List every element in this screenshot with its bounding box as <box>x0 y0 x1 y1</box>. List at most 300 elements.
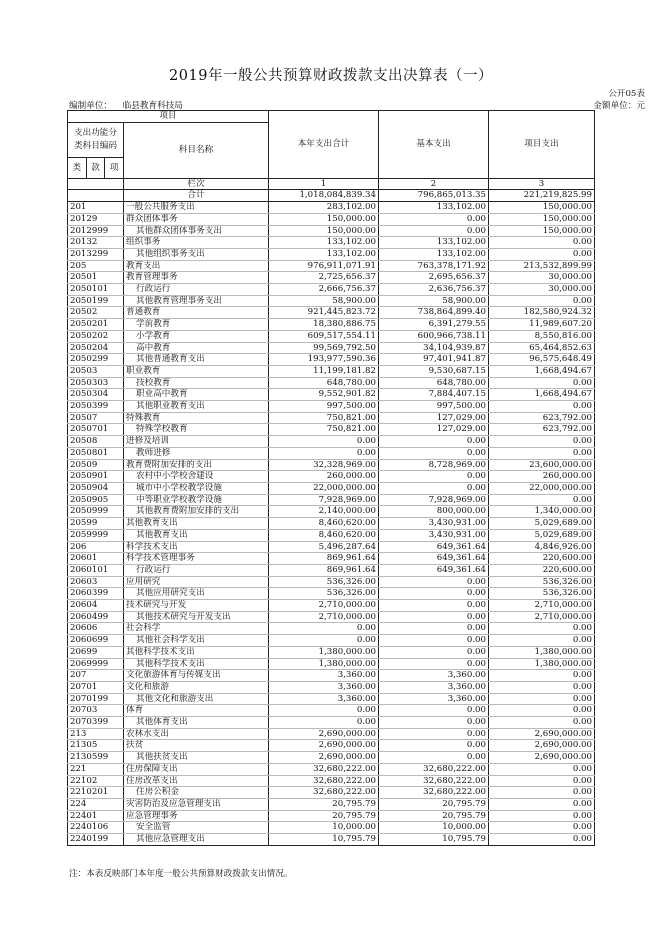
table-row <box>68 494 595 506</box>
row-subject-name: 科学技术管理事务 <box>124 553 269 565</box>
row-basic: 0.00 <box>379 482 489 494</box>
row-subject-name: 其他体育支出 <box>124 717 269 729</box>
row-basic: 3,360.00 <box>379 670 489 682</box>
row-total: 869,961.64 <box>269 564 379 576</box>
row-code: 2050999 <box>68 506 124 518</box>
row-basic: 0.00 <box>379 740 489 752</box>
row-code: 2240199 <box>68 834 124 846</box>
row-total: 283,102.00 <box>269 202 379 214</box>
row-subject-name: 体育 <box>124 705 269 717</box>
table-row <box>68 787 595 799</box>
table-row <box>68 237 595 249</box>
row-project: 623,792.00 <box>489 424 595 436</box>
table-row <box>68 447 595 459</box>
row-basic: 10,795.79 <box>379 834 489 846</box>
row-subject-name: 行政运行 <box>124 564 269 576</box>
table-row <box>68 798 595 810</box>
row-subject-name: 群众团体事务 <box>124 213 269 225</box>
row-subject-name: 技校教育 <box>124 377 269 389</box>
row-code: 20699 <box>68 646 124 658</box>
row-subject-name: 灾害防治及应急管理支出 <box>124 798 269 810</box>
row-code: 205 <box>68 260 124 272</box>
row-project: 22,000,000.00 <box>489 482 595 494</box>
total-row <box>68 190 595 202</box>
row-basic: 0.00 <box>379 705 489 717</box>
row-basic: 127,029.00 <box>379 412 489 424</box>
row-code: 2050801 <box>68 447 124 459</box>
row-code: 20606 <box>68 623 124 635</box>
table-row <box>68 424 595 436</box>
header-basic-col: 基本支出 <box>379 111 489 179</box>
row-code: 2210201 <box>68 787 124 799</box>
row-basic: 0.00 <box>379 623 489 635</box>
row-code: 2050905 <box>68 494 124 506</box>
table-row <box>68 213 595 225</box>
row-total: 0.00 <box>269 717 379 729</box>
row-project: 0.00 <box>489 237 595 249</box>
row-code: 206 <box>68 541 124 553</box>
row-basic: 763,378,171.92 <box>379 260 489 272</box>
table-row <box>68 588 595 600</box>
row-project: 150,000.00 <box>489 202 595 214</box>
row-project: 2,710,000.00 <box>489 611 595 623</box>
row-code: 2050901 <box>68 471 124 483</box>
row-code: 20509 <box>68 459 124 471</box>
row-code: 2050204 <box>68 342 124 354</box>
row-basic: 0.00 <box>379 600 489 612</box>
row-subject-name: 住房公积金 <box>124 787 269 799</box>
row-subject-name: 应急管理事务 <box>124 810 269 822</box>
row-basic: 0.00 <box>379 646 489 658</box>
table-row <box>68 482 595 494</box>
row-project: 0.00 <box>489 775 595 787</box>
row-project: 0.00 <box>489 377 595 389</box>
row-total: 750,821.00 <box>269 412 379 424</box>
row-basic: 9,530,687.15 <box>379 365 489 377</box>
row-code: 2060399 <box>68 588 124 600</box>
row-project: 96,575,648.49 <box>489 354 595 366</box>
table-row <box>68 354 595 366</box>
header-func-code: 支出功能分类科目编码 <box>68 122 124 157</box>
table-row <box>68 564 595 576</box>
row-subject-name: 应用研究 <box>124 576 269 588</box>
table-row <box>68 834 595 846</box>
row-project: 30,000.00 <box>489 272 595 284</box>
row-subject-name: 住房改革支出 <box>124 775 269 787</box>
table-row <box>68 284 595 296</box>
table-row <box>68 541 595 553</box>
row-subject-name: 其他应用研究支出 <box>124 588 269 600</box>
row-code: 2130599 <box>68 752 124 764</box>
row-basic: 3,430,931.00 <box>379 518 489 530</box>
table-row <box>68 763 595 775</box>
table-row <box>68 365 595 377</box>
total-code <box>68 190 124 202</box>
row-code: 2050303 <box>68 377 124 389</box>
row-basic: 3,360.00 <box>379 681 489 693</box>
row-total: 193,977,590.36 <box>269 354 379 366</box>
table-row <box>68 389 595 401</box>
table-row <box>68 752 595 764</box>
row-code: 224 <box>68 798 124 810</box>
row-project: 0.00 <box>489 494 595 506</box>
row-basic: 0.00 <box>379 225 489 237</box>
row-code: 20599 <box>68 518 124 530</box>
col-no-empty <box>68 178 124 190</box>
row-code: 22102 <box>68 775 124 787</box>
table-row <box>68 307 595 319</box>
row-subject-name: 其他扶贫支出 <box>124 752 269 764</box>
row-basic: 133,102.00 <box>379 202 489 214</box>
row-subject-name: 其他职业教育支出 <box>124 401 269 413</box>
row-total: 20,795.79 <box>269 810 379 822</box>
row-basic: 0.00 <box>379 611 489 623</box>
row-project: 0.00 <box>489 693 595 705</box>
row-total: 609,517,554.11 <box>269 330 379 342</box>
row-subject-name: 教育支出 <box>124 260 269 272</box>
row-subject-name: 特殊学校教育 <box>124 424 269 436</box>
table-row <box>68 623 595 635</box>
row-subject-name: 安全监管 <box>124 822 269 834</box>
row-total: 2,690,000.00 <box>269 740 379 752</box>
row-basic: 133,102.00 <box>379 237 489 249</box>
row-basic: 997,500.00 <box>379 401 489 413</box>
row-total: 10,000.00 <box>269 822 379 834</box>
col-no-2: 2 <box>379 178 489 190</box>
row-project: 2,710,000.00 <box>489 600 595 612</box>
table-row <box>68 553 595 565</box>
row-total: 150,000.00 <box>269 225 379 237</box>
row-project: 1,340,000.00 <box>489 506 595 518</box>
row-code: 20503 <box>68 365 124 377</box>
row-project: 0.00 <box>489 681 595 693</box>
row-total: 0.00 <box>269 447 379 459</box>
row-project: 0.00 <box>489 248 595 260</box>
row-basic: 0.00 <box>379 635 489 647</box>
row-basic: 0.00 <box>379 588 489 600</box>
row-subject-name: 其他组织事务支出 <box>124 248 269 260</box>
row-project: 260,000.00 <box>489 471 595 483</box>
header-total-col: 本年支出合计 <box>269 111 379 179</box>
row-subject-name: 教育费附加安排的支出 <box>124 459 269 471</box>
row-project: 30,000.00 <box>489 284 595 296</box>
col-no-3: 3 <box>489 178 595 190</box>
org-label: 编制单位： <box>69 101 112 111</box>
row-basic: 32,680,222.00 <box>379 763 489 775</box>
table-row <box>68 740 595 752</box>
row-total: 0.00 <box>269 705 379 717</box>
table-row <box>68 775 595 787</box>
table-row <box>68 611 595 623</box>
row-subject-name: 行政运行 <box>124 284 269 296</box>
row-total: 0.00 <box>269 635 379 647</box>
table-row <box>68 717 595 729</box>
row-code: 20502 <box>68 307 124 319</box>
row-subject-name: 小学教育 <box>124 330 269 342</box>
row-subject-name: 组织事务 <box>124 237 269 249</box>
row-total: 0.00 <box>269 623 379 635</box>
row-subject-name: 其他教育费附加安排的支出 <box>124 506 269 518</box>
row-code: 2050299 <box>68 354 124 366</box>
row-total: 32,328,969.00 <box>269 459 379 471</box>
row-total: 58,900.00 <box>269 295 379 307</box>
row-project: 623,792.00 <box>489 412 595 424</box>
row-basic: 7,884,407.15 <box>379 389 489 401</box>
row-code: 2050701 <box>68 424 124 436</box>
row-code: 2050201 <box>68 319 124 331</box>
row-total: 22,000,000.00 <box>269 482 379 494</box>
row-subject-name: 其他技术研究与开发支出 <box>124 611 269 623</box>
footnote: 注：本表反映部门本年度一般公共预算财政拨款支出情况。 <box>69 869 293 879</box>
row-subject-name: 其他社会科学支出 <box>124 635 269 647</box>
row-subject-name: 一般公共服务支出 <box>124 202 269 214</box>
row-subject-name: 其他科学技术支出 <box>124 658 269 670</box>
row-basic: 8,728,969.00 <box>379 459 489 471</box>
row-code: 2012999 <box>68 225 124 237</box>
row-basic: 0.00 <box>379 471 489 483</box>
table-row <box>68 529 595 541</box>
row-total: 921,445,823.72 <box>269 307 379 319</box>
row-project: 0.00 <box>489 295 595 307</box>
row-project: 0.00 <box>489 447 595 459</box>
row-code: 22401 <box>68 810 124 822</box>
row-total: 2,690,000.00 <box>269 752 379 764</box>
table-row <box>68 330 595 342</box>
row-basic: 7,928,969.00 <box>379 494 489 506</box>
row-subject-name: 高中教育 <box>124 342 269 354</box>
row-project: 4,846,926.00 <box>489 541 595 553</box>
table-row <box>68 471 595 483</box>
row-total: 3,360.00 <box>269 693 379 705</box>
table-row <box>68 202 595 214</box>
row-subject-name: 中等职业学校教学设施 <box>124 494 269 506</box>
header-item: 项目 <box>68 111 269 123</box>
table-code: 公开05表 <box>608 89 645 99</box>
row-total: 32,680,222.00 <box>269 775 379 787</box>
row-basic: 2,695,656.37 <box>379 272 489 284</box>
row-project: 1,668,494.67 <box>489 389 595 401</box>
table-row <box>68 670 595 682</box>
table-row <box>68 506 595 518</box>
row-subject-name: 其他教育管理事务支出 <box>124 295 269 307</box>
row-total: 2,725,656.37 <box>269 272 379 284</box>
row-basic: 32,680,222.00 <box>379 775 489 787</box>
row-total: 536,326.00 <box>269 576 379 588</box>
row-code: 2050399 <box>68 401 124 413</box>
row-subject-name: 其他普通教育支出 <box>124 354 269 366</box>
header-project-col: 项目支出 <box>489 111 595 179</box>
row-basic: 97,401,941.87 <box>379 354 489 366</box>
row-code: 20703 <box>68 705 124 717</box>
row-subject-name: 扶贫 <box>124 740 269 752</box>
row-basic: 32,680,222.00 <box>379 787 489 799</box>
row-subject-name: 其他科学技术支出 <box>124 646 269 658</box>
org-name: 临县教育科技局 <box>122 101 183 111</box>
row-project: 220,600.00 <box>489 553 595 565</box>
row-subject-name: 教师进修 <box>124 447 269 459</box>
row-code: 2050101 <box>68 284 124 296</box>
row-project: 150,000.00 <box>489 225 595 237</box>
row-subject-name: 学前教育 <box>124 319 269 331</box>
table-row <box>68 272 595 284</box>
row-project: 0.00 <box>489 787 595 799</box>
row-total: 20,795.79 <box>269 798 379 810</box>
row-basic: 649,361.64 <box>379 553 489 565</box>
row-total: 0.00 <box>269 436 379 448</box>
row-project: 0.00 <box>489 763 595 775</box>
table-row <box>68 401 595 413</box>
table-row <box>68 248 595 260</box>
total-project: 221,219,825.99 <box>489 190 595 202</box>
row-total: 18,380,886.75 <box>269 319 379 331</box>
row-total: 869,961.64 <box>269 553 379 565</box>
row-total: 750,821.00 <box>269 424 379 436</box>
row-code: 20501 <box>68 272 124 284</box>
row-project: 220,600.00 <box>489 564 595 576</box>
row-code: 20604 <box>68 600 124 612</box>
row-basic: 20,795.79 <box>379 810 489 822</box>
row-total: 32,680,222.00 <box>269 787 379 799</box>
row-subject-name: 普通教育 <box>124 307 269 319</box>
row-code: 2050199 <box>68 295 124 307</box>
row-project: 1,668,494.67 <box>489 365 595 377</box>
row-project: 23,600,000.00 <box>489 459 595 471</box>
row-total: 1,380,000.00 <box>269 658 379 670</box>
row-code: 2050202 <box>68 330 124 342</box>
row-total: 1,380,000.00 <box>269 646 379 658</box>
row-total: 8,460,620.00 <box>269 518 379 530</box>
row-code: 2060101 <box>68 564 124 576</box>
col-no-label: 栏次 <box>124 178 269 190</box>
row-project: 213,532,899.99 <box>489 260 595 272</box>
row-basic: 0.00 <box>379 717 489 729</box>
row-project: 1,380,000.00 <box>489 646 595 658</box>
row-subject-name: 其他教育支出 <box>124 529 269 541</box>
row-code: 20507 <box>68 412 124 424</box>
row-total: 11,199,181.82 <box>269 365 379 377</box>
row-project: 0.00 <box>489 635 595 647</box>
header-subject-name: 科目名称 <box>124 122 269 178</box>
row-code: 2240106 <box>68 822 124 834</box>
row-basic: 3,430,931.00 <box>379 529 489 541</box>
total-amount: 1,018,084,839.34 <box>269 190 379 202</box>
row-code: 2050304 <box>68 389 124 401</box>
table-row <box>68 600 595 612</box>
row-code: 2060699 <box>68 635 124 647</box>
row-basic: 133,102.00 <box>379 248 489 260</box>
row-project: 536,326.00 <box>489 588 595 600</box>
row-total: 536,326.00 <box>269 588 379 600</box>
row-code: 207 <box>68 670 124 682</box>
row-project: 0.00 <box>489 623 595 635</box>
table-row <box>68 728 595 740</box>
row-project: 5,029,689.00 <box>489 529 595 541</box>
col-no-1: 1 <box>269 178 379 190</box>
row-code: 221 <box>68 763 124 775</box>
row-project: 8,550,816.00 <box>489 330 595 342</box>
table-row <box>68 459 595 471</box>
row-basic: 58,900.00 <box>379 295 489 307</box>
row-basic: 649,361.64 <box>379 541 489 553</box>
row-basic: 0.00 <box>379 213 489 225</box>
table-row <box>68 518 595 530</box>
row-basic: 2,636,756.37 <box>379 284 489 296</box>
row-basic: 800,000.00 <box>379 506 489 518</box>
row-total: 150,000.00 <box>269 213 379 225</box>
row-basic: 0.00 <box>379 436 489 448</box>
table-row <box>68 576 595 588</box>
row-subject-name: 文化旅游体育与传媒支出 <box>124 670 269 682</box>
row-subject-name: 文化和旅游 <box>124 681 269 693</box>
row-total: 7,928,969.00 <box>269 494 379 506</box>
row-code: 2050904 <box>68 482 124 494</box>
row-subject-name: 特殊教育 <box>124 412 269 424</box>
row-basic: 34,104,939.87 <box>379 342 489 354</box>
table-row <box>68 635 595 647</box>
row-subject-name: 进修及培训 <box>124 436 269 448</box>
row-project: 65,464,852.63 <box>489 342 595 354</box>
row-subject-name: 科学技术支出 <box>124 541 269 553</box>
table-row <box>68 412 595 424</box>
row-total: 2,140,000.00 <box>269 506 379 518</box>
row-basic: 0.00 <box>379 752 489 764</box>
row-project: 150,000.00 <box>489 213 595 225</box>
row-code: 20132 <box>68 237 124 249</box>
row-project: 2,690,000.00 <box>489 728 595 740</box>
row-total: 2,666,756.37 <box>269 284 379 296</box>
row-total: 32,680,222.00 <box>269 763 379 775</box>
row-project: 0.00 <box>489 834 595 846</box>
row-basic: 600,966,738.11 <box>379 330 489 342</box>
row-subject-name: 其他教育支出 <box>124 518 269 530</box>
row-subject-name: 职业高中教育 <box>124 389 269 401</box>
row-code: 20129 <box>68 213 124 225</box>
row-code: 201 <box>68 202 124 214</box>
table-row <box>68 705 595 717</box>
row-basic: 648,780.00 <box>379 377 489 389</box>
header-levels <box>68 157 124 178</box>
row-code: 20603 <box>68 576 124 588</box>
table-row <box>68 377 595 389</box>
row-project: 1,380,000.00 <box>489 658 595 670</box>
row-code: 2070199 <box>68 693 124 705</box>
report-title: 2019年一般公共预算财政拨款支出决算表（一） <box>169 68 493 84</box>
row-basic: 0.00 <box>379 658 489 670</box>
budget-table <box>67 110 595 846</box>
row-code: 2013299 <box>68 248 124 260</box>
row-basic: 3,360.00 <box>379 693 489 705</box>
row-basic: 6,391,279.55 <box>379 319 489 331</box>
row-subject-name: 职业教育 <box>124 365 269 377</box>
row-code: 2060499 <box>68 611 124 623</box>
row-total: 10,795.79 <box>269 834 379 846</box>
row-code: 2069999 <box>68 658 124 670</box>
table-row <box>68 225 595 237</box>
table-row <box>68 822 595 834</box>
row-project: 0.00 <box>489 436 595 448</box>
row-total: 997,500.00 <box>269 401 379 413</box>
row-project: 0.00 <box>489 401 595 413</box>
row-project: 11,989,607.20 <box>489 319 595 331</box>
column-number-row <box>68 178 595 190</box>
row-subject-name: 技术研究与开发 <box>124 600 269 612</box>
total-basic: 796,865,013.35 <box>379 190 489 202</box>
row-basic: 738,864,899.40 <box>379 307 489 319</box>
row-total: 133,102.00 <box>269 248 379 260</box>
table-row <box>68 319 595 331</box>
table-row <box>68 693 595 705</box>
row-project: 0.00 <box>489 705 595 717</box>
